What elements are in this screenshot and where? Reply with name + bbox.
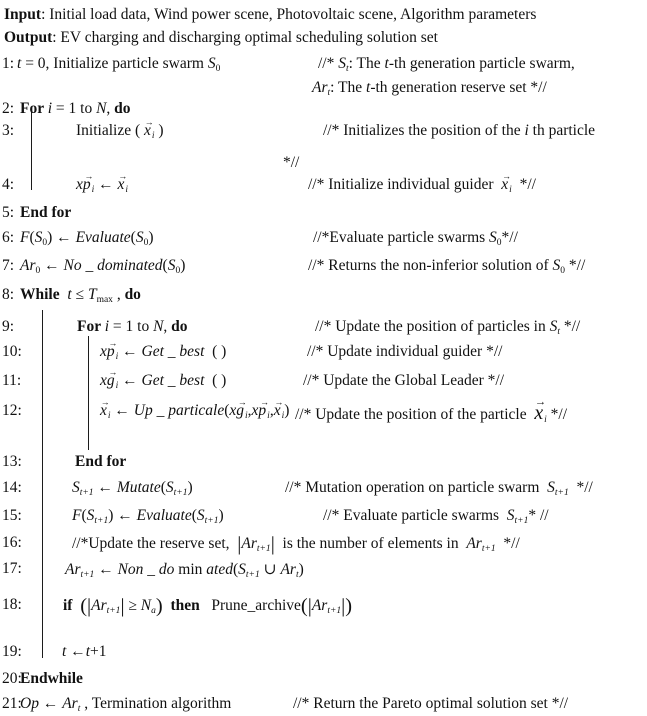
line-number: 4: [2,176,15,193]
code-segment: do [114,100,131,117]
comment-text [308,257,585,276]
code-segment: | [341,595,346,617]
code-segment: ( [300,595,308,617]
code-segment: , [163,318,172,335]
comment-segment: t+1 [554,488,569,498]
code-segment: Non [117,561,144,578]
comment-segment: //* Update the Global Leader *// [303,372,505,389]
code-text [77,318,188,336]
line-number: 17: [2,560,22,577]
code-segment: , [247,402,252,419]
code-segment: S [196,507,205,524]
algo-line-3 [0,122,647,148]
code-segment: ) [218,507,224,524]
code-segment: i [281,411,285,421]
code-segment: | [237,533,242,555]
code-segment: t [67,286,72,303]
code-segment: End for [20,204,72,221]
code-segment: +1 [90,643,107,660]
comment-segment: //* Update the position of the particle [295,406,535,423]
comment-segment: //* Return the Pareto optimal solution set *// [293,695,569,712]
code-segment: Op [20,695,39,712]
code-segment: N [140,597,152,614]
line-number: 19: [2,643,22,660]
code-segment: i [245,411,248,421]
code-segment: N [153,318,164,335]
code-segment: t+1 [245,570,260,580]
code-segment: ( [160,479,166,496]
code-segment: S [165,479,174,496]
comment-segment: //* Update individual guider *// [307,343,503,360]
comment-segment: th particle [528,122,596,139]
code-text [76,122,164,141]
code-segment: S [135,229,144,246]
code-segment: xg → [100,372,116,390]
comment-segment: S [549,318,558,335]
code-segment: ( [224,402,230,419]
code-segment: is the number of elements in [274,535,467,552]
code-text [20,695,231,714]
code-text [100,372,226,391]
comment-segment: *// [511,176,536,193]
algo-line-12 [0,402,647,428]
code-segment: Output [4,29,53,46]
code-segment: xp → [100,343,116,361]
comment-segment: t [327,88,331,98]
comment-segment: t+1 [514,516,529,526]
code-segment: = 1 to [109,318,154,335]
code-segment: N [96,100,107,117]
code-segment: Ar [91,597,107,614]
code-segment: t [62,643,67,660]
code-segment: ( [232,561,239,578]
code-segment: T [87,286,97,303]
code-segment: i [47,100,53,117]
code-segment: Ar [62,695,78,712]
code-segment: max [96,295,113,305]
comment-text [313,229,518,248]
code-segment: if [63,597,81,614]
algo-line-4 [0,176,647,202]
code-segment: , Termination algorithm [80,695,232,712]
code-segment: i [151,131,155,141]
code-segment: 0 [215,64,221,74]
code-segment: ) [180,257,186,274]
code-text [75,453,126,471]
code-segment: Input [4,6,42,23]
code-segment: ( [29,229,35,246]
code-segment: F [72,507,82,524]
algo-line-7 [0,257,647,283]
comment-text [323,507,549,526]
code-segment: For [20,100,48,117]
code-segment: t+1 [79,488,94,498]
line-number: 16: [2,534,22,551]
code-text [72,534,520,554]
comment-text [303,372,504,390]
comment-segment: S [338,55,346,72]
code-segment: xp → [76,176,92,194]
code-segment: ← [40,257,64,274]
comment-segment: //* Initialize individual guider [308,176,502,193]
code-text [100,343,226,362]
code-segment: ) [155,595,163,617]
code-text [17,55,220,74]
code-segment: Evaluate [75,229,131,246]
line-number: 1: [2,55,15,72]
code-segment: _ [81,257,98,274]
code-segment: = 0, Initialize particle swarm [21,55,208,72]
algo-line-14 [0,479,647,505]
code-segment: x → [144,122,152,140]
comment-text [318,55,575,74]
comment-segment: : The [330,79,367,96]
code-segment: Mutate [116,479,161,496]
line-number: 11: [2,372,22,389]
code-segment: ( ) [204,372,227,389]
line-number: 2: [2,100,15,117]
code-segment: i [91,185,95,195]
line-number: 10: [2,343,22,360]
algo-line-15 [0,507,647,533]
code-segment: min [174,561,207,578]
code-segment: , [269,402,274,419]
code-segment: a [151,606,156,616]
code-segment: Ar [20,257,36,274]
algo-line-18 [0,596,647,622]
code-segment: i [125,185,129,195]
code-segment: t+1 [80,570,95,580]
comment-text [295,402,567,425]
code-segment: , [106,100,115,117]
line-number: 6: [2,229,15,246]
comment-segment: t [366,79,371,96]
code-segment: Ar [466,535,482,552]
code-segment: | [307,595,312,617]
code-segment: t [295,570,299,580]
comment-segment: //* Evaluate particle swarms [323,507,507,524]
code-segment: Get [141,372,164,389]
code-segment: t [17,55,22,72]
code-segment: Initialize ( [76,122,144,139]
comment-text [312,79,547,98]
code-segment: t+1 [204,516,219,526]
comment-segment: //* [318,55,339,72]
code-segment: xg → [229,402,245,420]
line-number: 9: [2,318,15,335]
code-segment: ← [66,643,86,660]
code-segment: Up [133,402,153,419]
code-segment: best [179,372,205,389]
code-segment: i [115,352,119,362]
comment-segment: x → [534,402,544,425]
code-text [20,229,154,248]
code-segment: t+1 [481,544,496,554]
code-segment: , [112,286,125,303]
comment-segment: i [509,185,512,195]
code-segment: do [158,561,175,578]
comment-segment: i [544,415,547,425]
comment-segment: *// [565,257,586,274]
code-segment: i [107,411,111,421]
line-number: 5: [2,204,15,221]
comment-segment: -th generation particle swarm, [388,55,575,72]
comment-segment: : The [348,55,385,72]
comment-segment: S [506,507,515,524]
code-segment: ) [187,479,193,496]
code-segment: _ [152,402,169,419]
algo-line-11 [0,372,647,398]
code-segment: ← [118,343,142,360]
comment-segment: S [489,229,497,246]
code-segment: ← [94,176,118,193]
comment-segment: *// [501,229,518,246]
code-segment: Get [141,343,164,360]
code-segment: ) [298,561,304,578]
code-segment: ( [162,257,168,274]
code-segment: i [267,411,270,421]
code-segment: S [167,257,176,274]
line-number: 20: [2,670,22,687]
code-segment: | [270,533,275,555]
code-segment: then [170,597,200,614]
code-segment: t+1 [327,606,342,616]
code-segment: S [34,229,43,246]
code-segment: S [86,507,95,524]
code-segment: ≥ [124,597,141,614]
code-text [62,643,107,661]
code-segment: 0 [175,266,181,276]
output-text [4,29,438,47]
code-segment: | [87,595,92,617]
code-segment: do [124,286,141,303]
comment-segment: *// [546,406,568,423]
code-segment: ( ) [204,343,227,360]
code-segment: Prune_archive [199,597,301,614]
code-segment: _ [163,372,180,389]
code-segment: xp → [252,402,268,420]
comment-segment: 0 [496,238,502,248]
algo-line-16 [0,534,647,560]
code-segment: 0 [42,238,48,248]
code-text [20,286,141,305]
comment-segment: //*Evaluate particle swarms [313,229,490,246]
code-segment: ) ← [108,507,137,524]
code-segment: t+1 [106,606,121,616]
comment-segment: //* Returns the non-inferior solution of [308,257,553,274]
code-segment: For [77,318,105,335]
code-segment: t+1 [256,544,271,554]
output-line [0,29,647,55]
code-segment: : Initial load data, Wind power scene, Photovoltaic scene, Algorithm parameters [41,6,537,23]
code-segment: ← [38,695,63,712]
comment-text [285,479,593,498]
code-segment: x → [118,176,126,194]
code-text [20,100,131,118]
line-number: 12: [2,402,22,419]
code-segment: ) [345,595,353,617]
algo-line-9 [0,318,647,344]
code-segment: 0 [143,238,149,248]
code-segment: Ar [280,561,296,578]
code-segment: _ [163,343,180,360]
code-segment: : EV charging and discharging optimal scheduling solution set [52,29,438,46]
code-segment: *// [495,535,520,552]
comment-segment: S [547,479,555,496]
comment-segment: -th generation reserve set *// [370,79,547,96]
code-segment: _ [143,561,159,578]
line-number: 21: [2,695,22,712]
comment-segment: Ar [312,79,328,96]
code-segment: S [72,479,80,496]
code-segment: S [238,561,246,578]
code-segment: particale [168,402,225,419]
algo-line-19 [0,643,647,669]
code-segment: //*Update the reserve set, [72,535,238,552]
algo-line-8 [0,286,647,312]
code-segment: ( [130,229,136,246]
code-segment: ( [80,595,88,617]
code-segment: Ar [311,597,328,614]
line-number: 18: [2,596,22,613]
line-number: 8: [2,286,15,303]
comment-text [308,176,536,195]
code-segment: t+1 [173,488,188,498]
code-segment: No [63,257,82,274]
algo-line-10 [0,343,647,369]
line-number: 15: [2,507,22,524]
line-number: 3: [2,122,15,139]
input-text [4,6,536,24]
code-segment: dominated [97,257,163,274]
algo-line-20 [0,670,647,696]
code-segment: Evaluate [136,507,192,524]
comment-segment: * // [528,507,549,524]
comment-segment: //* Update the position of particles in [315,318,550,335]
code-segment: Endwhile [20,670,83,687]
code-segment: | [120,595,125,617]
algo-line-6 [0,229,647,255]
comment-text [307,343,502,361]
comment-segment: t [557,327,560,337]
code-text [20,670,83,688]
code-segment: = 1 to [52,100,97,117]
code-segment: F [20,229,30,246]
code-segment: ← [93,479,117,496]
code-text [63,596,352,616]
code-segment: do [171,318,188,335]
code-text [20,257,185,276]
code-segment: x → [274,402,282,420]
comment-text [283,154,299,172]
code-segment: t [77,704,81,714]
code-segment: i [115,381,119,391]
code-text [72,479,193,498]
code-segment: S [207,55,216,72]
code-text [76,176,128,195]
code-segment: t+1 [94,516,109,526]
code-segment: ← [94,561,118,578]
code-segment: x → [100,402,108,420]
line-number: 7: [2,257,15,274]
code-segment: ← [118,372,142,389]
code-segment: t [85,643,90,660]
code-segment: best [179,343,205,360]
code-segment: ) ← [47,229,76,246]
code-segment: ← [110,402,134,419]
line-number: 14: [2,479,22,496]
code-segment: Ar [65,561,81,578]
algo-line-5 [0,204,647,230]
code-segment: ≤ [71,286,88,303]
code-segment: ) [148,229,154,246]
code-segment: Ar [241,535,257,552]
comment-segment: i [524,122,529,139]
comment-segment: t [346,64,349,74]
comment-segment: *// [560,318,581,335]
algo-line-1 [0,55,647,81]
comment-segment: *// [568,479,593,496]
algo-line-17 [0,560,647,586]
comment-segment: x → [501,176,509,194]
code-segment: 0 [35,266,41,276]
code-text [72,507,224,526]
comment-segment: S [552,257,561,274]
code-segment: ) [284,402,290,419]
comment-text [315,318,580,337]
code-segment: ∪ [259,561,281,578]
code-segment: i [104,318,110,335]
comment-text [323,122,595,140]
comment-segment: *// [283,154,300,171]
comment-segment: t [384,55,389,72]
code-segment: ) [154,122,164,139]
code-segment: While [20,286,64,303]
code-segment: ated [206,561,233,578]
comment-segment: //* Initializes the position of the [323,122,525,139]
code-text [65,560,304,580]
algo-line-21 [0,695,647,716]
code-segment: ( [81,507,87,524]
code-text [20,204,71,222]
code-segment: End for [75,453,127,470]
line-number: 13: [2,453,22,470]
code-segment: ( [191,507,197,524]
comment-segment: //* Mutation operation on particle swarm [285,479,548,496]
algo-line-13 [0,453,647,479]
comment-segment: 0 [560,266,566,276]
comment-text [293,695,568,713]
code-text [100,402,289,421]
